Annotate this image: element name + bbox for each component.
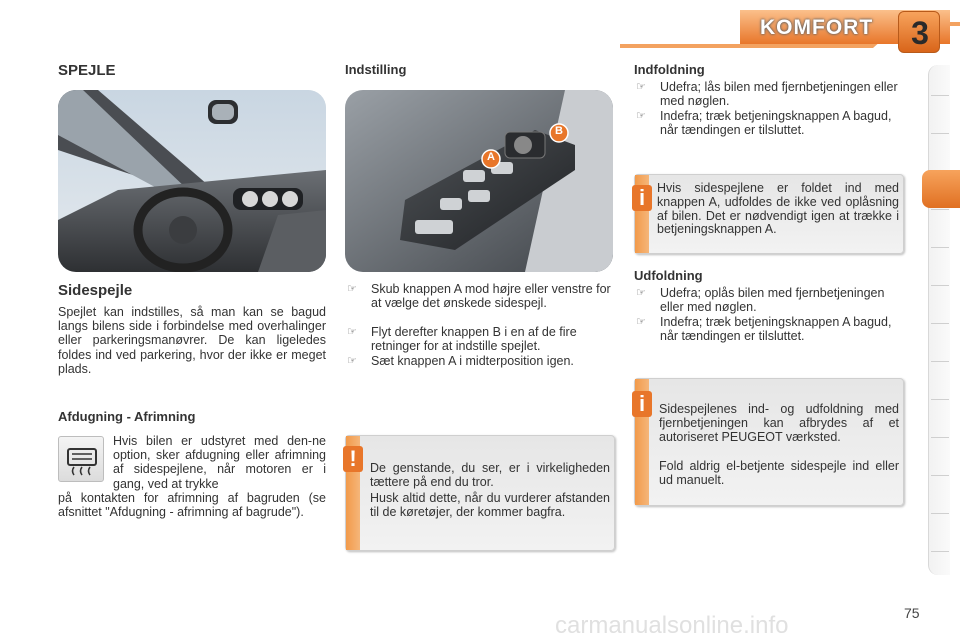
hand-pointer-icon: ☞	[636, 110, 646, 122]
warning-text: De genstande, du ser, er i virkeligheden tættere på end du tror.	[370, 461, 610, 489]
info-icon: i	[632, 391, 652, 417]
tab-divider	[931, 399, 949, 400]
hand-pointer-icon: ☞	[636, 81, 646, 93]
adjustment-title: Indstilling	[345, 62, 407, 77]
bullet-text: Indefra; træk betjeningsknappen A bagud, når tændingen er tilsluttet.	[660, 315, 892, 344]
tab-divider	[931, 209, 949, 210]
hand-pointer-icon: ☞	[347, 283, 357, 295]
tab-divider	[931, 285, 949, 286]
tab-divider	[931, 95, 949, 96]
hand-pointer-icon: ☞	[636, 316, 646, 328]
warning-note	[345, 435, 615, 551]
mirror-control-photo	[345, 90, 613, 272]
fold-title: Indfoldning	[634, 62, 705, 77]
bullet-text: Flyt derefter knappen B i en af de fire retninger for at indstille spejlet.	[371, 325, 577, 354]
chapter-title: KOMFORT	[760, 16, 874, 39]
subsection-title: Sidespejle	[58, 282, 133, 299]
list-item	[345, 325, 615, 353]
defog-text: Hvis bilen er udstyret med den-ne option, sker afdugning eller afrimning af sidespejlene, når motoren er i gang, ved at trykke	[113, 434, 326, 491]
defog-text-continued: på kontakten for afrimning af bagruden (se afsnittet "Afdugning - afrimning af bagrude").	[58, 491, 326, 520]
defog-title: Afdugning - Afrimning	[58, 409, 196, 424]
info-text: Hvis sidespejlene er foldet ind med knappen A, udfoldes de ikke ved oplåsning af bilen. Det er nødvendigt igen at trække i betjeningsknappen A.	[657, 181, 899, 237]
bullet-text: Udefra; oplås bilen med fjernbetjeningen eller med nøglen.	[660, 286, 885, 315]
bullet-text: Sæt knappen A i midterposition igen.	[371, 354, 574, 368]
intro-paragraph: Spejlet kan indstilles, så man kan se bagud langs bilens side i forbindelse med overhalinger eller parkeringsmanøvrer. De kan ligeledes foldes ind ved parkering, hvor der ikke er meget plads.	[58, 305, 326, 376]
hand-pointer-icon: ☞	[347, 326, 357, 338]
watermark: carmanualsonline.info	[555, 612, 789, 639]
callout-a: A	[487, 151, 495, 163]
tab-divider	[931, 323, 949, 324]
section-title: SPEJLE	[58, 62, 116, 79]
list-item	[634, 286, 904, 314]
list-item	[634, 315, 904, 343]
hand-pointer-icon: ☞	[347, 355, 357, 367]
chapter-number: 3	[911, 15, 929, 51]
rear-defrost-icon	[58, 436, 104, 482]
list-item	[634, 109, 904, 137]
bullet-text: Indefra; træk betjeningsknappen A bagud, når tændingen er tilsluttet.	[660, 109, 892, 138]
tab-divider	[931, 361, 949, 362]
interior-mirror-photo	[58, 90, 326, 272]
active-chapter-tab[interactable]	[922, 170, 960, 208]
tab-divider	[931, 437, 949, 438]
page-number: 75	[904, 605, 920, 621]
callout-b: B	[555, 125, 563, 137]
list-item	[345, 282, 615, 310]
warning-icon: !	[343, 446, 363, 472]
tab-divider	[931, 247, 949, 248]
bullet-text: Udefra; lås bilen med fjernbetjeningen eller med nøglen.	[660, 80, 898, 109]
tab-divider	[931, 133, 949, 134]
list-item	[345, 354, 615, 368]
info-note	[634, 174, 904, 254]
info-icon: i	[632, 185, 652, 211]
list-item	[634, 80, 904, 108]
chapter-badge	[898, 11, 940, 53]
info-note	[634, 378, 904, 506]
info-text: Sidespejlenes ind- og udfoldning med fjernbetjeningen kan afbrydes af et autoriseret PEUGEOT værksted.	[659, 402, 899, 444]
warning-text: Husk altid dette, når du vurderer afstanden til de køretøjer, der kommer bagfra.	[370, 491, 610, 519]
info-text: Fold aldrig el-betjente sidespejle ind eller ud manuelt.	[659, 459, 899, 487]
unfold-title: Udfoldning	[634, 268, 703, 283]
bullet-text: Skub knappen A mod højre eller venstre for at vælge det ønskede sidespejl.	[371, 282, 611, 311]
hand-pointer-icon: ☞	[636, 287, 646, 299]
tab-divider	[931, 513, 949, 514]
tab-divider	[931, 551, 949, 552]
chapter-tab-strip	[928, 65, 950, 575]
tab-divider	[931, 475, 949, 476]
